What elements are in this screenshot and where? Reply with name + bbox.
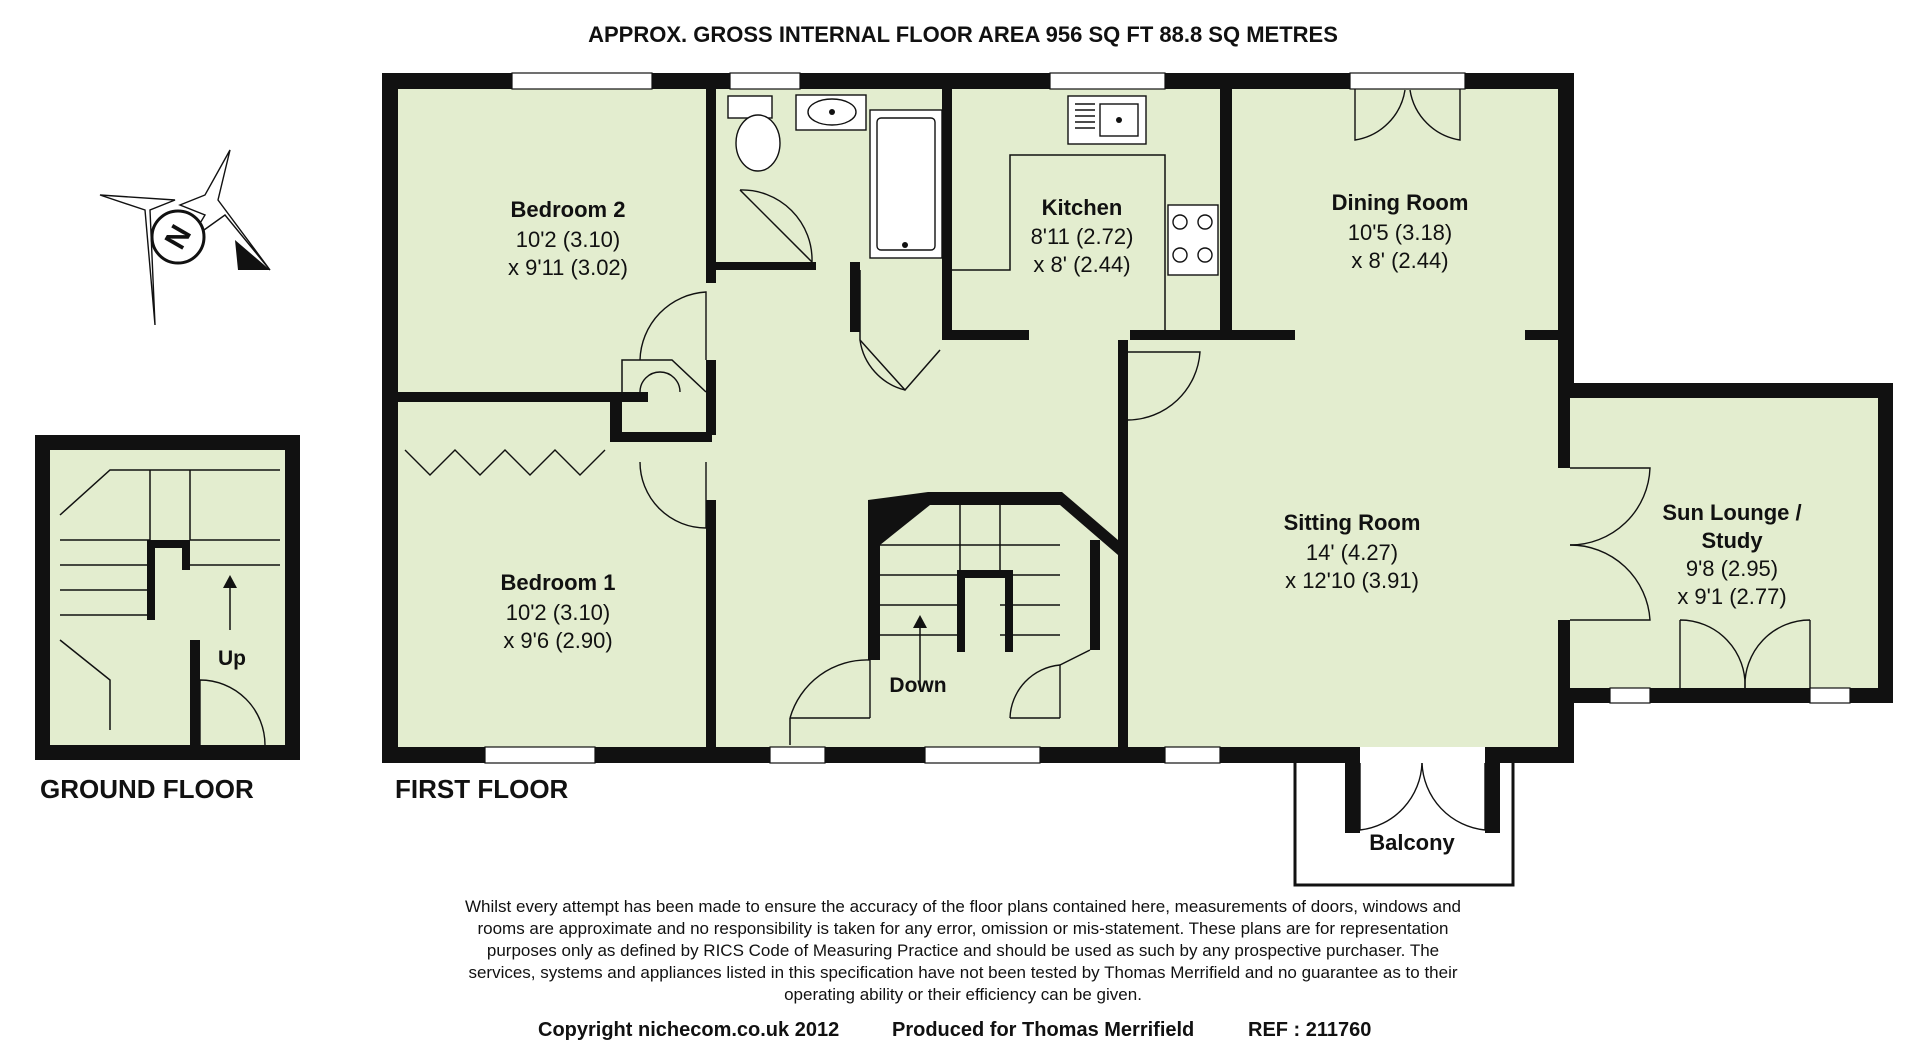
produced-for-text: Produced for Thomas Merrifield [892,1019,1195,1041]
disclaimer-line-4: services, systems and appliances listed in this specification have not been tested by Thomas Merrifield and no guarantee as to their [468,963,1458,982]
bedroom-2-name: Bedroom 2 [510,197,626,222]
up-label: Up [218,647,246,670]
floor-area-title: APPROX. GROSS INTERNAL FLOOR AREA 956 SQ FT 88.8 SQ METRES [588,22,1338,47]
bedroom-2-dim1: 10'2 (3.10) [515,227,621,252]
first-floor-plan [382,73,1893,885]
window [485,747,595,763]
dining-room-dim2: x 8' (2.44) [1351,248,1449,273]
window [925,747,1040,763]
window [1050,73,1165,89]
bedroom-1-dim1: 10'2 (3.10) [505,600,611,625]
disclaimer [465,897,1461,1004]
dining-room-name: Dining Room [1331,190,1469,215]
sitting-room-name: Sitting Room [1283,510,1421,535]
down-label: Down [889,674,947,697]
disclaimer-line-3: purposes only as defined by RICS Code of Measuring Practice and should be used as such by any prospective purchaser. The [486,941,1440,960]
sun-lounge-name-2: Study [1701,528,1763,553]
compass-north-letter: N [158,219,199,255]
bedroom-1-name: Bedroom 1 [500,570,616,595]
kitchen-dim1: 8'11 (2.72) [1030,224,1134,249]
sun-lounge-dim1: 9'8 (2.95) [1685,556,1779,581]
sitting-room-dim2: x 12'10 (3.91) [1285,568,1419,593]
dining-room-dim1: 10'5 (3.18) [1347,220,1453,245]
balcony [1295,747,1513,885]
window [1810,688,1850,703]
sun-lounge-name-1: Sun Lounge / [1662,500,1802,525]
disclaimer-line-1: Whilst every attempt has been made to ensure the accuracy of the floor plans contained here, measurements of doors, windows and [465,897,1461,916]
kitchen-dim2: x 8' (2.44) [1033,252,1131,277]
sitting-room-dim1: 14' (4.27) [1305,540,1399,565]
window [512,73,652,89]
disclaimer-line-2: rooms are approximate and no responsibility is taken for any error, omission or mis-statement. These plans are for representation [477,919,1449,938]
window [770,747,825,763]
window [1165,747,1220,763]
kitchen-name: Kitchen [1041,195,1123,220]
window [1610,688,1650,703]
balcony-name: Balcony [1369,830,1455,855]
copyright-text: Copyright nichecom.co.uk 2012 [538,1019,840,1041]
ground-floor-label: GROUND FLOOR [40,774,254,804]
footer [538,1019,1371,1041]
sun-lounge-dim2: x 9'1 (2.77) [1677,584,1787,609]
window [730,73,800,89]
first-floor-label: FIRST FLOOR [395,774,569,804]
ground-floor-plan [35,435,300,804]
north-compass-icon [100,150,270,325]
disclaimer-line-5: operating ability or their efficiency can be given. [784,985,1142,1004]
bedroom-1-dim2: x 9'6 (2.90) [503,628,613,653]
bedroom-2-dim2: x 9'11 (3.02) [508,255,628,280]
window [1350,73,1465,89]
reference-text: REF : 211760 [1248,1019,1372,1041]
